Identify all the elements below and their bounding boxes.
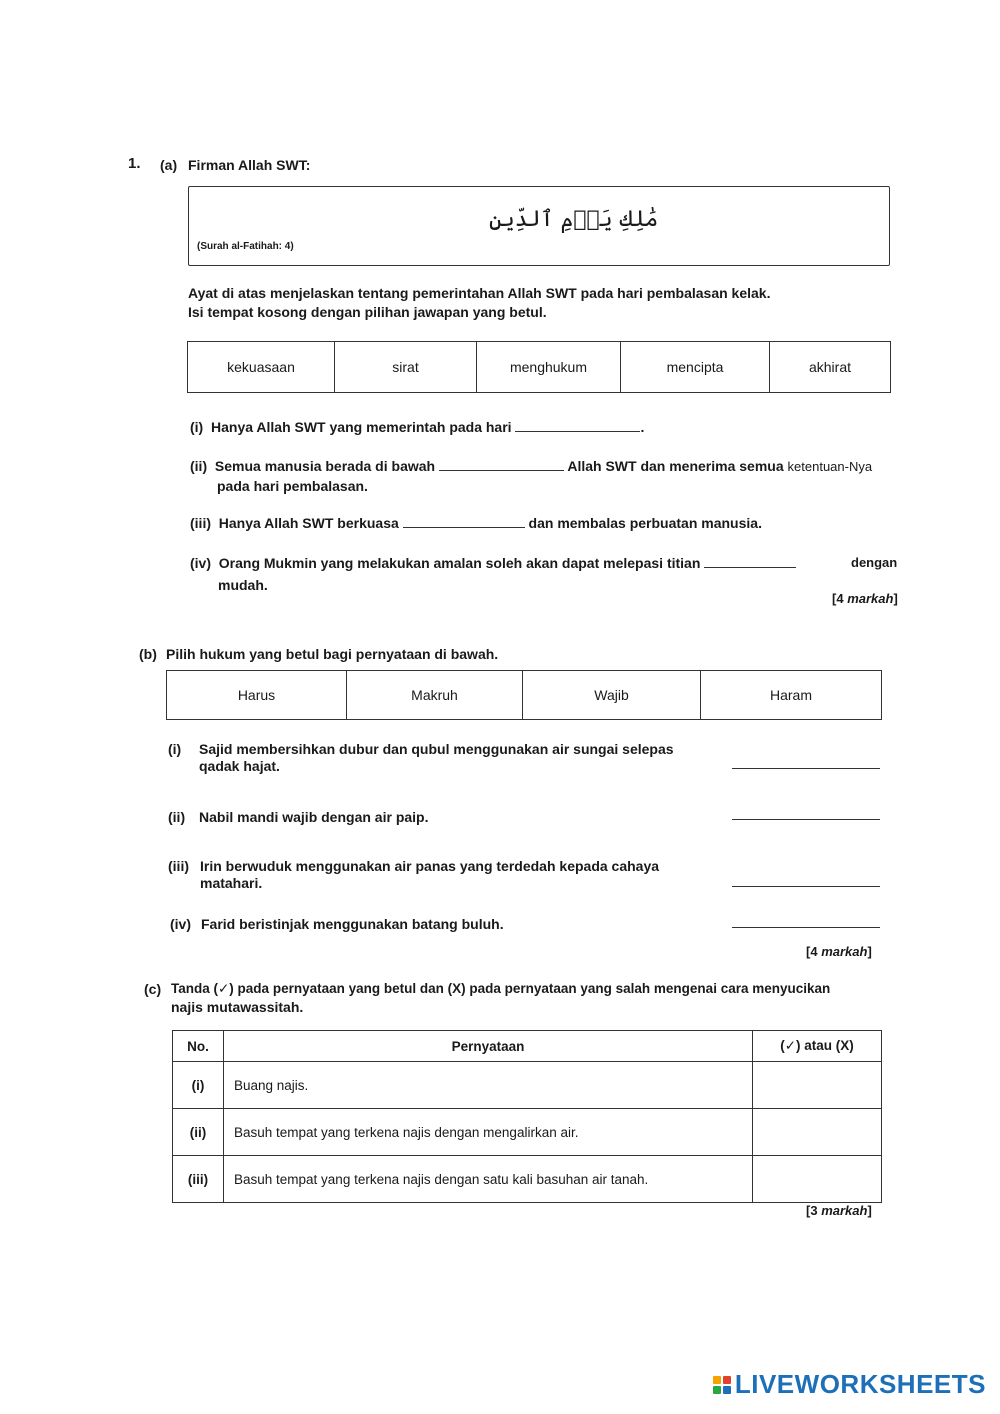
liveworksheets-logo[interactable] [713, 1369, 986, 1400]
choice-word: mencipta [621, 342, 770, 392]
item-number: (ii) [168, 809, 186, 825]
item-number: (i) [190, 419, 204, 435]
table-row [173, 1062, 882, 1109]
header-mark: (✓) atau (X) [753, 1031, 882, 1062]
part-b-choices [166, 670, 882, 720]
row-number: (iii) [173, 1156, 224, 1203]
item-text: Hanya Allah SWT yang memerintah pada hari [211, 419, 512, 435]
table-row [173, 1109, 882, 1156]
item-text-line2: mudah. [218, 577, 268, 593]
question-number: 1. [128, 155, 141, 172]
marks-a: [4 markah] [832, 591, 898, 606]
row-number: (i) [173, 1062, 224, 1109]
item-text: Irin berwuduk menggunakan air panas yang terdedah kepada cahaya [200, 858, 660, 874]
list-item [190, 418, 644, 436]
part-a-label: (a) [160, 157, 178, 173]
list-item [190, 457, 872, 476]
answer-blank[interactable] [515, 419, 640, 432]
item-text-line2: pada hari pembalasan. [217, 478, 368, 494]
choice-word: akhirat [808, 359, 852, 375]
verse-arabic: مَٰلِكِ يَوۡمِ ٱلدِّينِ [489, 207, 659, 232]
item-text: Nabil mandi wajib dengan air paip. [199, 809, 429, 825]
header-statement: Pernyataan [224, 1031, 753, 1062]
verse-reference: (Surah al-Fatihah: 4) [197, 241, 294, 252]
answer-cell[interactable] [753, 1062, 882, 1109]
choice-word: Haram [769, 687, 812, 703]
item-number: (i) [168, 741, 182, 757]
list-item [190, 514, 762, 532]
item-text-line2: matahari. [200, 875, 263, 891]
item-number: (iv) [170, 916, 191, 932]
item-number: (iii) [168, 858, 189, 874]
item-number: (ii) [190, 458, 208, 474]
choice-word: kekuasaan [188, 342, 335, 392]
choice-word: Makruh [347, 671, 523, 719]
part-a-instruction-1: Ayat di atas menjelaskan tentang pemerintahan Allah SWT pada hari pembalasan kelak. [188, 285, 771, 301]
answer-blank[interactable] [732, 886, 880, 887]
row-statement: Buang najis. [224, 1062, 753, 1109]
logo-mark-icon [713, 1376, 731, 1394]
item-text: Hanya Allah SWT berkuasa [218, 515, 399, 531]
item-text-after-2: ketentuan-Nya [787, 459, 873, 474]
choice-word: Wajib [523, 671, 701, 719]
answer-cell[interactable] [753, 1109, 882, 1156]
row-number: (ii) [173, 1109, 224, 1156]
part-a-choices [187, 341, 891, 393]
answer-blank[interactable] [704, 555, 796, 568]
marks-b: [4 markah] [806, 944, 872, 959]
choice-word: sirat [335, 342, 477, 392]
answer-blank[interactable] [732, 927, 880, 928]
part-b-heading: Pilih hukum yang betul bagi pernyataan di bawah. [166, 646, 499, 662]
choice-word: menghukum [477, 342, 621, 392]
item-text-end: . [640, 419, 645, 435]
answer-cell[interactable] [753, 1156, 882, 1203]
logo-text: LIVEWORKSHEETS [734, 1369, 986, 1399]
statement-table [172, 1030, 882, 1203]
list-item [190, 554, 796, 572]
item-text: Sajid membersihkan dubur dan qubul menggunakan air sungai selepas [199, 741, 674, 757]
part-c-label: (c) [144, 981, 162, 997]
part-a-instruction-2: Isi tempat kosong dengan pilihan jawapan yang betul. [188, 304, 547, 320]
answer-blank[interactable] [732, 768, 880, 769]
item-text-after: Allah SWT dan menerima semua [567, 458, 784, 474]
part-c-heading: Tanda (✓) pada pernyataan yang betul dan (X) pada pernyataan yang salah mengenai cara menyucikan [171, 981, 831, 996]
marks-c: [3 markah] [806, 1203, 872, 1218]
item-number: (iv) [190, 555, 211, 571]
item-number: (iii) [190, 515, 211, 531]
choice-word: Harus [167, 671, 347, 719]
part-c-heading-line2: najis mutawassitah. [171, 999, 304, 1015]
verse-box [188, 186, 890, 266]
row-statement: Basuh tempat yang terkena najis dengan mengalirkan air. [224, 1109, 753, 1156]
answer-blank[interactable] [732, 819, 880, 820]
part-b-label: (b) [139, 646, 157, 662]
item-text: Farid beristinjak menggunakan batang buluh. [201, 916, 504, 932]
item-text: Orang Mukmin yang melakukan amalan soleh akan dapat melepasi titian [218, 555, 701, 571]
part-a-heading: Firman Allah SWT: [188, 157, 311, 173]
answer-blank[interactable] [439, 458, 564, 471]
item-text-line2: qadak hajat. [199, 758, 280, 774]
header-no: No. [173, 1031, 224, 1062]
item-text-after: dan membalas perbuatan manusia. [528, 515, 762, 531]
answer-blank[interactable] [403, 515, 525, 528]
item-text-after: dengan [851, 555, 898, 570]
item-text: Semua manusia berada di bawah [214, 458, 436, 474]
table-row [173, 1156, 882, 1203]
row-statement: Basuh tempat yang terkena najis dengan satu kali basuhan air tanah. [224, 1156, 753, 1203]
